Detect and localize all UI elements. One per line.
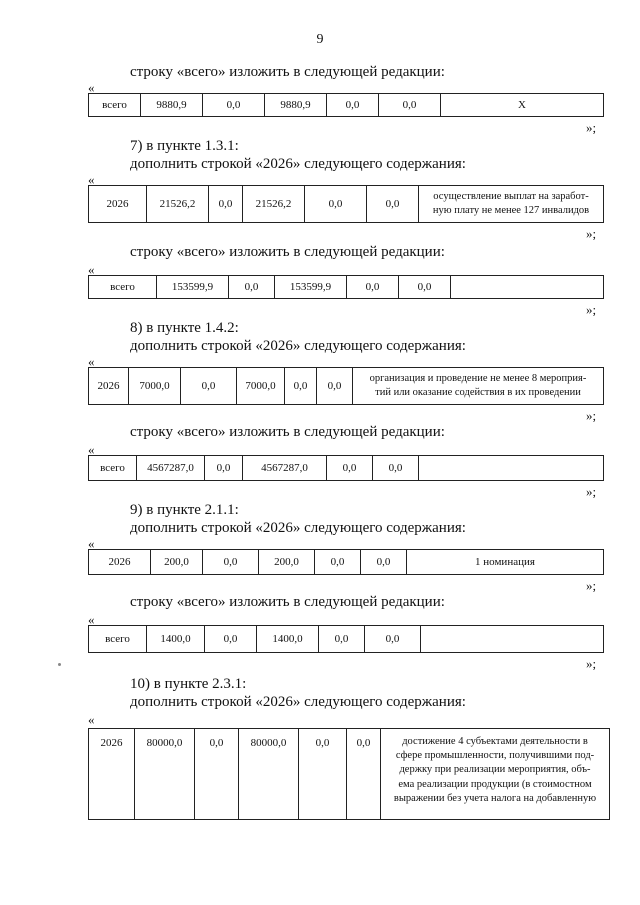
table-row <box>89 186 604 223</box>
description-line: сфере промышленности, получившими под- <box>395 750 595 762</box>
table-cell-value: 0,0 <box>315 550 361 575</box>
open-quote: « <box>88 612 95 627</box>
page-number: 9 <box>316 32 324 47</box>
table-cell-year: 2026 <box>89 729 135 820</box>
table-cell-amount: 1400,0 <box>147 626 205 653</box>
instruction-add-line: дополнить строкой «2026» следующего содержания: <box>130 338 466 354</box>
table-cell-amount: 21526,2 <box>147 186 209 223</box>
year-row-table <box>88 728 610 820</box>
total-row-table <box>88 455 604 481</box>
close-quote: »; <box>586 226 597 241</box>
total-row-table <box>88 625 604 653</box>
table-cell-result <box>451 276 604 299</box>
instruction-total-line: строку «всего» изложить в следующей редакции: <box>130 594 445 610</box>
table-cell-amount: 4567287,0 <box>137 456 205 481</box>
table-cell-description <box>381 729 610 820</box>
description-line: ную плату не менее 127 инвалидов <box>432 205 590 216</box>
table-row <box>89 550 604 575</box>
table-row <box>89 626 604 653</box>
table-cell-value: 0,0 <box>347 729 381 820</box>
year-row-table <box>88 367 604 405</box>
table-cell-value: 0,0 <box>361 550 407 575</box>
total-row-table <box>88 275 604 299</box>
close-quote: »; <box>586 484 597 499</box>
table-cell-amount: 80000,0 <box>135 729 195 820</box>
table-cell-value: 9880,9 <box>265 94 327 117</box>
instruction-add-line: дополнить строкой «2026» следующего содержания: <box>130 520 466 536</box>
description-line: держку при реализации мероприятия, объ- <box>399 764 591 776</box>
table-cell-amount: 9880,9 <box>141 94 203 117</box>
table-cell-value: 0,0 <box>347 276 399 299</box>
description-line: организация и проведение не менее 8 мероприя- <box>369 372 587 384</box>
table-row <box>89 456 604 481</box>
description-line: достижение 4 субъектами деятельности в <box>402 736 588 747</box>
table-cell-value: 0,0 <box>299 729 347 820</box>
table-cell-value: 0,0 <box>203 94 265 117</box>
table-cell-value: 0,0 <box>205 626 257 653</box>
open-quote: « <box>88 262 95 277</box>
instruction-add-line: дополнить строкой «2026» следующего содержания: <box>130 156 466 172</box>
table-cell-value: 0,0 <box>319 626 365 653</box>
table-cell-value: 7000,0 <box>237 368 285 405</box>
table-cell-value: 1400,0 <box>257 626 319 653</box>
table-cell-result <box>419 456 604 481</box>
table-cell-value: 0,0 <box>205 456 243 481</box>
table-cell-value: 0,0 <box>181 368 237 405</box>
item-heading: 8) в пункте 1.4.2: <box>130 320 239 336</box>
table-cell-result: 1 номинация <box>407 550 604 575</box>
table-cell-value: 0,0 <box>229 276 275 299</box>
table-cell-value: 0,0 <box>327 94 379 117</box>
table-cell-value: 153599,9 <box>275 276 347 299</box>
instruction-total-line: строку «всего» изложить в следующей редакции: <box>130 244 445 260</box>
table-row <box>89 94 604 117</box>
open-quote: « <box>88 712 95 727</box>
close-quote: »; <box>586 578 597 593</box>
table-cell-year: всего <box>89 626 147 653</box>
table-row <box>89 368 604 405</box>
table-cell-value: 0,0 <box>203 550 259 575</box>
table-cell-amount: 200,0 <box>151 550 203 575</box>
table-cell-value: 0,0 <box>379 94 441 117</box>
open-quote: « <box>88 442 95 457</box>
table-cell-value: 0,0 <box>317 368 353 405</box>
item-heading: 9) в пункте 2.1.1: <box>130 502 239 518</box>
close-quote: »; <box>586 120 597 135</box>
table-cell-amount: 7000,0 <box>129 368 181 405</box>
close-quote: »; <box>586 656 597 671</box>
year-row-table <box>88 549 604 575</box>
table-cell-value: 0,0 <box>399 276 451 299</box>
table-cell-result: X <box>441 94 604 117</box>
table-cell-year: 2026 <box>89 368 129 405</box>
item-heading: 7) в пункте 1.3.1: <box>130 138 239 154</box>
table-cell-year: всего <box>89 456 137 481</box>
table-cell-year: всего <box>89 276 157 299</box>
table-cell-value: 0,0 <box>209 186 243 223</box>
table-cell-year: всего <box>89 94 141 117</box>
table-cell-value: 0,0 <box>327 456 373 481</box>
item-heading: 10) в пункте 2.3.1: <box>130 676 247 692</box>
table-cell-value: 21526,2 <box>243 186 305 223</box>
total-row-table <box>88 93 604 117</box>
description-line: выражении без учета налога на добавленную <box>393 792 597 804</box>
instruction-add-line: дополнить строкой «2026» следующего содержания: <box>130 694 466 710</box>
table-cell-value: 0,0 <box>195 729 239 820</box>
close-quote: »; <box>586 302 597 317</box>
open-quote: « <box>88 536 95 551</box>
table-cell-result <box>421 626 604 653</box>
table-cell-value: 80000,0 <box>239 729 299 820</box>
table-cell-value: 0,0 <box>373 456 419 481</box>
description-line: ема реализации продукции (в стоимостном <box>398 778 592 790</box>
table-cell-value: 0,0 <box>305 186 367 223</box>
instruction-total-line: строку «всего» изложить в следующей редакции: <box>130 424 445 440</box>
table-cell-value: 0,0 <box>365 626 421 653</box>
table-cell-year: 2026 <box>89 550 151 575</box>
table-cell-value: 4567287,0 <box>243 456 327 481</box>
open-quote: « <box>88 354 95 369</box>
table-cell-value: 0,0 <box>285 368 317 405</box>
table-row <box>89 729 610 820</box>
table-cell-value: 0,0 <box>367 186 419 223</box>
year-row-table <box>88 185 604 223</box>
table-cell-description <box>419 186 604 223</box>
open-quote: « <box>88 80 95 95</box>
table-cell-year: 2026 <box>89 186 147 223</box>
table-row <box>89 276 604 299</box>
table-cell-value: 200,0 <box>259 550 315 575</box>
table-cell-amount: 153599,9 <box>157 276 229 299</box>
scan-speck <box>58 663 61 666</box>
description-line: тий или оказание содействия в их проведении <box>375 387 581 398</box>
description-line: осуществление выплат на заработ- <box>433 190 589 202</box>
close-quote: »; <box>586 408 597 423</box>
open-quote: « <box>88 172 95 187</box>
table-cell-description <box>353 368 604 405</box>
instruction-total-line: строку «всего» изложить в следующей редакции: <box>130 64 445 80</box>
